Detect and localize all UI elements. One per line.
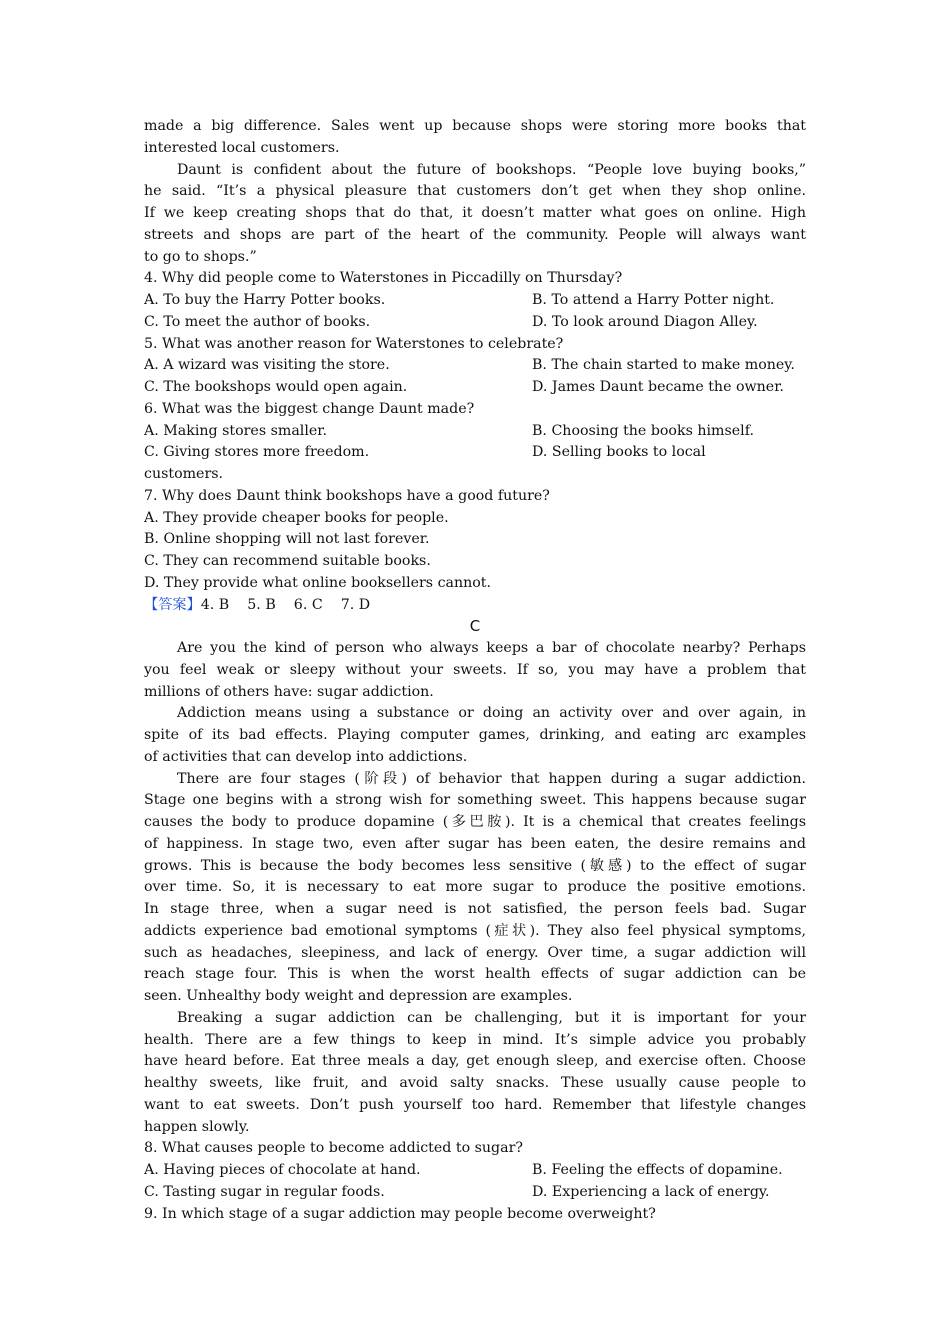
text-line: happen slowly. xyxy=(144,1118,250,1135)
text-line: seen. Unhealthy body weight and depression are examples. xyxy=(144,988,573,1004)
text-line: Addiction means using a substance or doing an activity over and over again, in xyxy=(177,705,806,722)
answer-tag: 【答案】 xyxy=(144,596,201,613)
text-line: of happiness. In stage two, even after sugar has been eaten, the desire remains and xyxy=(144,835,806,852)
passage-b-paragraph xyxy=(144,160,806,269)
option-d: D. Experiencing a lack of energy. xyxy=(532,1183,770,1200)
question-5 xyxy=(144,334,806,399)
option-b: B. Online shopping will not last forever. xyxy=(144,531,430,548)
text-line: addicts experience bad emotional symptoms (症状). They also feel physical symptoms, xyxy=(144,922,806,939)
answer-line xyxy=(144,595,806,617)
text-line: reach stage four. This is when the worst health effects of sugar addiction can be xyxy=(144,966,806,983)
text-line: Daunt is confident about the future of bookshops. “People love buying books,” xyxy=(177,161,806,178)
option-c: C. Giving stores more freedom. xyxy=(144,444,370,461)
question-text: 7. Why does Daunt think bookshops have a good future? xyxy=(144,487,550,504)
option-c: C. The bookshops would open again. xyxy=(144,379,408,395)
option-a: A. Making stores smaller. xyxy=(144,422,328,439)
option-a: A. They provide cheaper books for people. xyxy=(144,509,449,526)
text-line: There are four stages (阶段) of behavior that happen during a sugar addiction. xyxy=(177,770,806,787)
text-line: Stage one begins with a strong wish for something sweet. This happens because sugar xyxy=(144,792,806,809)
question-4 xyxy=(144,268,806,333)
option-a: A. To buy the Harry Potter books. xyxy=(144,292,386,308)
option-a: A. Having pieces of chocolate at hand. xyxy=(144,1162,421,1178)
passage-c-paragraph-3 xyxy=(144,769,806,1008)
question-text: 5. What was another reason for Waterstones to celebrate? xyxy=(144,335,564,352)
section-title: C xyxy=(469,617,481,636)
option-c: C. To meet the author of books. xyxy=(144,313,371,330)
question-8 xyxy=(144,1138,806,1203)
text-line: Are you the kind of person who always keeps a bar of chocolate nearby? Perhaps xyxy=(177,640,806,656)
text-line: If we keep creating shops that do that, it doesn’t matter what goes on online. High xyxy=(144,205,806,221)
option-a: A. A wizard was visiting the store. xyxy=(144,357,390,374)
question-text: 6. What was the biggest change Daunt made? xyxy=(144,400,475,417)
text-line: grows. This is because the body becomes less sensitive (敏感) to the effect of sugar xyxy=(144,857,806,874)
option-d: D. To look around Diagon Alley. xyxy=(532,313,758,330)
passage-c-paragraph-1 xyxy=(144,638,806,703)
text-line: to go to shops.” xyxy=(144,248,257,265)
text-line: made a big difference. Sales went up because shops were storing more books that xyxy=(144,118,806,134)
text-line: have heard before. Eat three meals a day, get enough sleep, and exercise often. Choose xyxy=(144,1053,806,1070)
text-line: health. There are a few things to keep in mind. It’s simple advice you probably xyxy=(144,1031,806,1048)
option-c: C. Tasting sugar in regular foods. xyxy=(144,1183,385,1200)
text-line: you feel weak or sleepy without your sweets. If so, you may have a problem that xyxy=(144,661,806,678)
option-d: D. Selling books to local xyxy=(532,444,706,461)
passage-c-paragraph-2 xyxy=(144,703,806,768)
text-line: In stage three, when a sugar need is not satisfied, the person feels bad. Sugar xyxy=(144,901,806,917)
option-b: B. To attend a Harry Potter night. xyxy=(532,292,775,308)
text-line: want to eat sweets. Don’t push yourself too hard. Remember that lifestyle changes xyxy=(144,1096,806,1113)
passage-c-paragraph-4 xyxy=(144,1008,806,1139)
question-6 xyxy=(144,399,806,486)
text-line: of activities that can develop into addictions. xyxy=(144,748,468,765)
text-line: such as headaches, sleepiness, and lack of energy. Over time, a sugar addiction will xyxy=(144,944,806,961)
answer-text: 4. B 5. B 6. C 7. D xyxy=(200,596,371,613)
question-7 xyxy=(144,486,806,595)
text-line: spite of its bad effects. Playing computer games, drinking, and eating arc examples xyxy=(144,727,806,743)
text-line: he said. “It’s a physical pleasure that customers don’t get when they shop online. xyxy=(144,183,806,200)
text-line: causes the body to produce dopamine (多巴胺). It is a chemical that creates feelings xyxy=(144,814,806,830)
text-line: over time. So, it is necessary to eat more sugar to produce the positive emotions. xyxy=(144,879,806,896)
question-text: 9. In which stage of a sugar addiction may people become overweight? xyxy=(144,1205,656,1222)
text-line: Breaking a sugar addiction can be challenging, but it is important for your xyxy=(177,1009,806,1026)
text-line: streets and shops are part of the heart of the community. People will always want xyxy=(144,226,806,243)
text-line: millions of others have: sugar addiction. xyxy=(144,683,434,700)
option-b: B. Choosing the books himself. xyxy=(532,422,754,439)
document-page xyxy=(144,116,806,1225)
question-text: 8. What causes people to become addicted to sugar? xyxy=(144,1140,523,1157)
text-line: interested local customers. xyxy=(144,139,340,156)
option-c: C. They can recommend suitable books. xyxy=(144,553,431,569)
text-line: healthy sweets, like fruit, and avoid salty snacks. These usually cause people to xyxy=(144,1075,806,1091)
option-d-continuation: customers. xyxy=(144,466,224,482)
passage-b-tail xyxy=(144,116,806,160)
question-text: 4. Why did people come to Waterstones in Piccadilly on Thursday? xyxy=(144,270,623,287)
option-d: D. James Daunt became the owner. xyxy=(532,379,784,395)
option-b: B. Feeling the effects of dopamine. xyxy=(532,1162,783,1178)
question-9 xyxy=(144,1204,806,1226)
option-b: B. The chain started to make money. xyxy=(532,357,795,374)
option-d: D. They provide what online booksellers cannot. xyxy=(144,574,492,591)
